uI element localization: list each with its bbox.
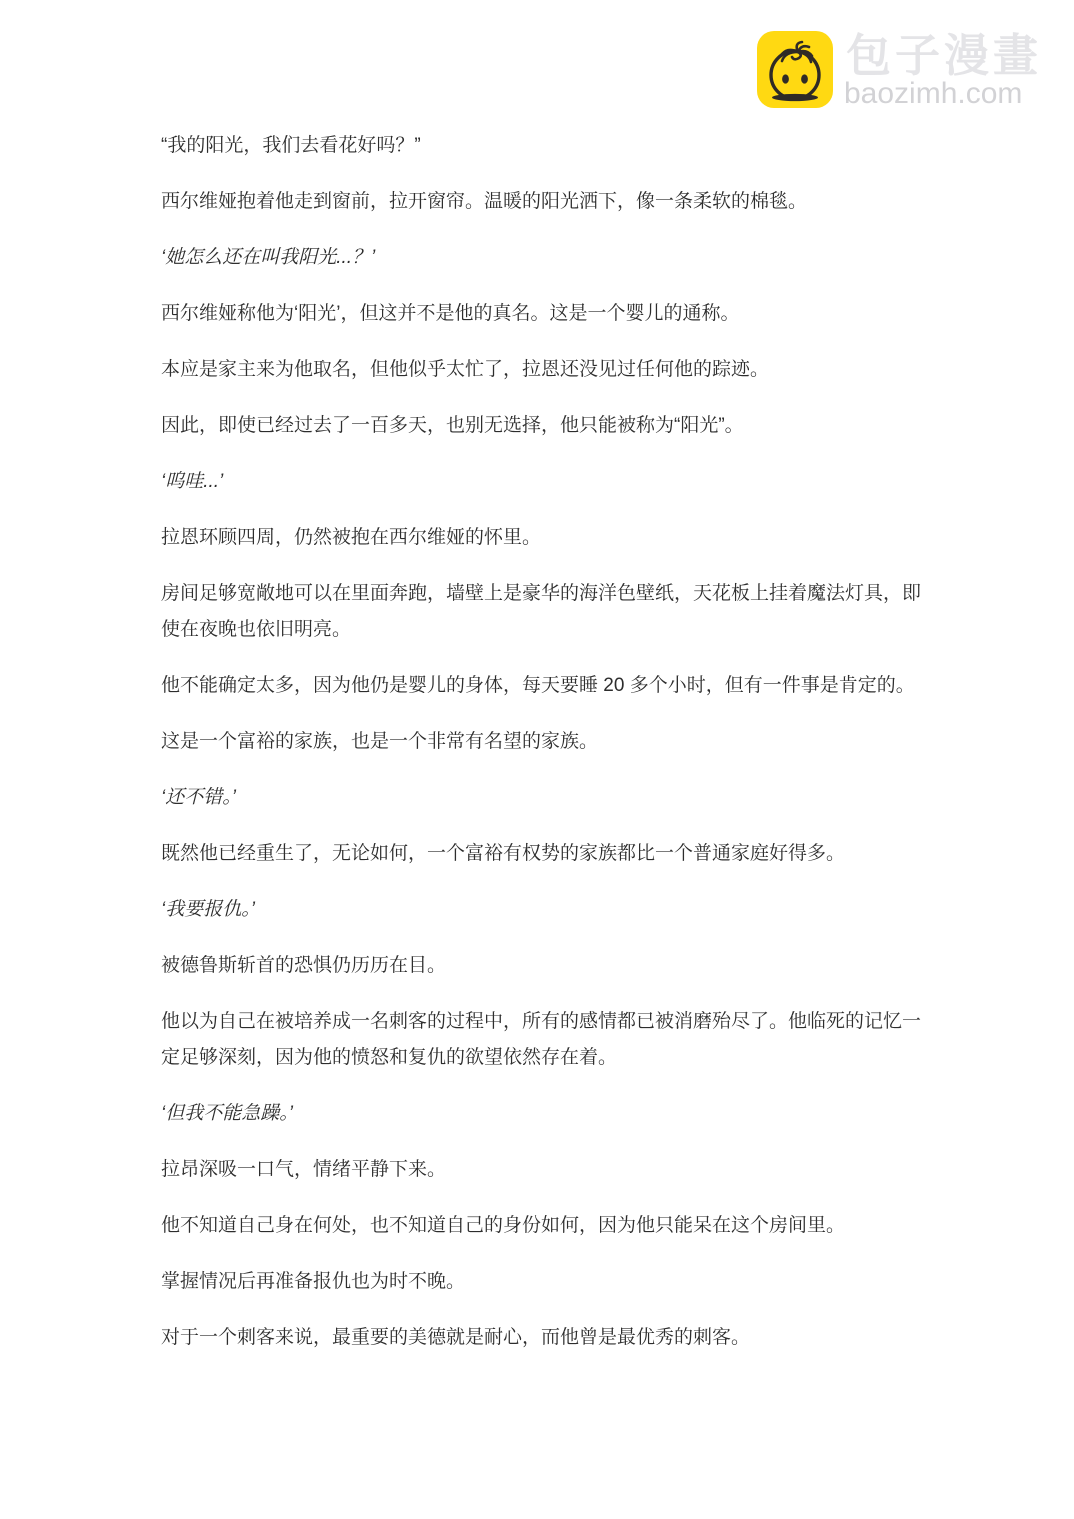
paragraph: 因此，即使已经过去了一百多天，也别无选择，他只能被称为“阳光”。 (161, 415, 744, 436)
paragraph: 他不知道自己身在何处，也不知道自己的身份如何，因为他只能呆在这个房间里。 (161, 1215, 846, 1236)
paragraph: 对于一个刺客来说，最重要的美德就是耐心，而他曾是最优秀的刺客。 (161, 1327, 751, 1348)
paragraph: 被德鲁斯斩首的恐惧仍历历在目。 (161, 955, 447, 976)
paragraph: 掌握情况后再准备报仇也为时不晚。 (161, 1271, 466, 1292)
paragraph: 拉昂深吸一口气，情绪平静下来。 (161, 1159, 447, 1180)
paragraph: 这是一个富裕的家族，也是一个非常有名望的家族。 (161, 731, 599, 752)
paragraph: 既然他已经重生了，无论如何，一个富裕有权势的家族都比一个普通家庭好得多。 (161, 843, 846, 864)
paragraph: 西尔维娅称他为‘阳光’，但这并不是他的真名。这是一个婴儿的通称。 (161, 303, 740, 324)
baozi-bun-icon (757, 31, 833, 108)
paragraph: ‘还不错。’ (161, 787, 236, 808)
novel-text-content (161, 128, 933, 1376)
paragraph: 他以为自己在被培养成一名刺客的过程中，所有的感情都已被消磨殆尽了。他临死的记忆一定足够深刻，因为他的愤怒和复仇的欲望依然存在着。 (161, 1011, 922, 1068)
paragraph: 西尔维娅抱着他走到窗前，拉开窗帘。温暖的阳光洒下，像一条柔软的棉毯。 (161, 191, 808, 212)
paragraph: ‘我要报仇。’ (161, 899, 255, 920)
paragraph: “我的阳光，我们去看花好吗？” (161, 135, 421, 156)
site-watermark (757, 31, 1042, 109)
paragraph: 本应是家主来为他取名，但他似乎太忙了，拉恩还没见过任何他的踪迹。 (161, 359, 770, 380)
paragraph: 他不能确定太多，因为他仍是婴儿的身体，每天要睡 20 多个小时，但有一件事是肯定的。 (161, 675, 915, 696)
paragraph: 拉恩环顾四周，仍然被抱在西尔维娅的怀里。 (161, 527, 542, 548)
paragraph: ‘呜哇...’ (161, 471, 224, 492)
brand-name: 包子漫畫 (846, 30, 1043, 81)
paragraph: 房间足够宽敞地可以在里面奔跑，墙壁上是豪华的海洋色壁纸，天花板上挂着魔法灯具，即使在夜晚也依旧明亮。 (161, 583, 922, 640)
paragraph: ‘她怎么还在叫我阳光...？’ (161, 247, 376, 268)
paragraph: ‘但我不能急躁。’ (161, 1103, 293, 1124)
brand-domain: baozimh.com (844, 77, 1023, 110)
site-wordmark (846, 31, 1042, 109)
